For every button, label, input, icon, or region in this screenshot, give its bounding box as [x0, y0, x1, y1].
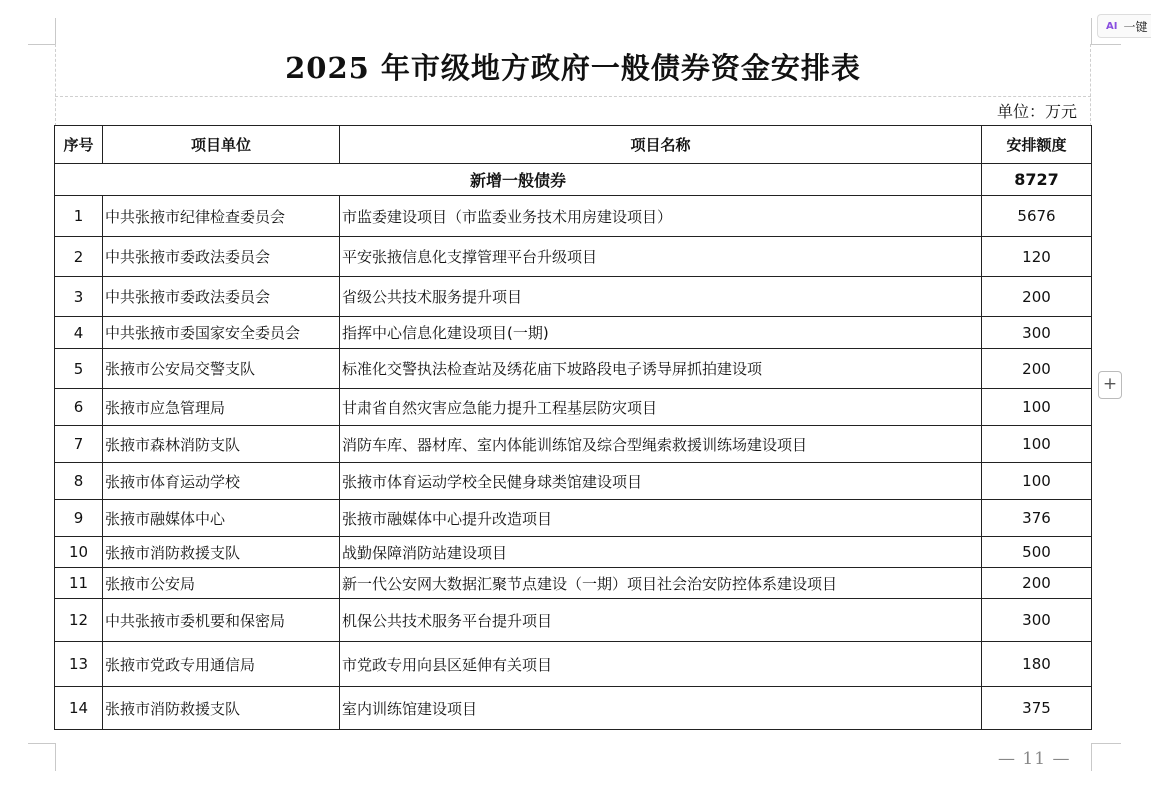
- row-unit: 中共张掖市委政法委员会: [103, 277, 340, 317]
- ai-one-click-button[interactable]: [1097, 14, 1151, 38]
- row-unit: 张掖市消防救援支队: [103, 687, 340, 730]
- row-amount: 200: [982, 349, 1092, 389]
- row-project: 消防车库、器材库、室内体能训练馆及综合型绳索救援训练场建设项目: [340, 426, 982, 463]
- row-unit: 中共张掖市纪律检查委员会: [103, 196, 340, 237]
- crop-mark: [28, 743, 55, 744]
- table-row: [55, 463, 1092, 500]
- row-number: 1: [55, 196, 103, 237]
- row-project: 指挥中心信息化建设项目(一期): [340, 317, 982, 349]
- table-row: [55, 599, 1092, 642]
- row-unit: 中共张掖市委政法委员会: [103, 237, 340, 277]
- row-number: 8: [55, 463, 103, 500]
- row-unit: 张掖市公安局: [103, 568, 340, 599]
- row-project: 标准化交警执法检查站及绣花庙下坡路段电子诱导屏抓拍建设项: [340, 349, 982, 389]
- table-row: [55, 389, 1092, 426]
- row-amount: 200: [982, 277, 1092, 317]
- row-unit: 张掖市应急管理局: [103, 389, 340, 426]
- table-row: [55, 196, 1092, 237]
- table-header-row: [55, 126, 1092, 164]
- row-amount: 300: [982, 317, 1092, 349]
- row-amount: 300: [982, 599, 1092, 642]
- row-number: 3: [55, 277, 103, 317]
- crop-mark: [55, 743, 56, 771]
- row-project: 省级公共技术服务提升项目: [340, 277, 982, 317]
- row-number: 10: [55, 537, 103, 568]
- page-margin-guide: [55, 96, 1091, 97]
- row-amount: 5676: [982, 196, 1092, 237]
- table-row: [55, 500, 1092, 537]
- row-unit: 张掖市森林消防支队: [103, 426, 340, 463]
- row-number: 2: [55, 237, 103, 277]
- row-amount: 100: [982, 463, 1092, 500]
- table-row: [55, 687, 1092, 730]
- row-amount: 120: [982, 237, 1092, 277]
- row-project: 市监委建设项目（市监委业务技术用房建设项目）: [340, 196, 982, 237]
- crop-mark: [1091, 743, 1121, 744]
- column-header-project: 项目名称: [340, 126, 982, 164]
- row-number: 14: [55, 687, 103, 730]
- row-number: 5: [55, 349, 103, 389]
- add-button[interactable]: +: [1098, 371, 1122, 399]
- page-number: — 11 —: [998, 749, 1071, 769]
- ai-badge-icon: AI: [1106, 20, 1118, 32]
- row-unit: 中共张掖市委机要和保密局: [103, 599, 340, 642]
- row-project: 战勤保障消防站建设项目: [340, 537, 982, 568]
- budget-table: [54, 125, 1092, 730]
- column-header-unit: 项目单位: [103, 126, 340, 164]
- row-project: 张掖市体育运动学校全民健身球类馆建设项目: [340, 463, 982, 500]
- row-amount: 200: [982, 568, 1092, 599]
- section-total: 8727: [982, 164, 1092, 196]
- row-number: 13: [55, 642, 103, 687]
- crop-mark: [1091, 18, 1092, 44]
- document-title: 2025 年市级地方政府一般债券资金安排表: [285, 51, 861, 85]
- row-amount: 100: [982, 389, 1092, 426]
- row-unit: 张掖市消防救援支队: [103, 537, 340, 568]
- table-row: [55, 426, 1092, 463]
- row-unit: 张掖市体育运动学校: [103, 463, 340, 500]
- row-amount: 180: [982, 642, 1092, 687]
- row-number: 6: [55, 389, 103, 426]
- table-row: [55, 642, 1092, 687]
- section-label: 新增一般债券: [55, 164, 982, 196]
- crop-mark: [28, 44, 55, 45]
- unit-label: 单位：万元: [996, 102, 1077, 121]
- row-amount: 500: [982, 537, 1092, 568]
- ai-button-label: 一键: [1123, 19, 1148, 34]
- crop-mark: [1091, 44, 1121, 45]
- row-project: 市党政专用向县区延伸有关项目: [340, 642, 982, 687]
- row-project: 平安张掖信息化支撑管理平台升级项目: [340, 237, 982, 277]
- row-number: 4: [55, 317, 103, 349]
- row-amount: 100: [982, 426, 1092, 463]
- row-unit: 张掖市融媒体中心: [103, 500, 340, 537]
- crop-mark: [1091, 743, 1092, 771]
- row-project: 机保公共技术服务平台提升项目: [340, 599, 982, 642]
- table-row: [55, 349, 1092, 389]
- row-number: 12: [55, 599, 103, 642]
- table-row: [55, 237, 1092, 277]
- table-row: [55, 317, 1092, 349]
- section-row: [55, 164, 1092, 196]
- column-header-no: 序号: [55, 126, 103, 164]
- row-number: 7: [55, 426, 103, 463]
- row-unit: 张掖市公安局交警支队: [103, 349, 340, 389]
- table-row: [55, 277, 1092, 317]
- table-row: [55, 537, 1092, 568]
- column-header-amount: 安排额度: [982, 126, 1092, 164]
- row-project: 室内训练馆建设项目: [340, 687, 982, 730]
- row-project: 甘肃省自然灾害应急能力提升工程基层防灾项目: [340, 389, 982, 426]
- row-unit: 张掖市党政专用通信局: [103, 642, 340, 687]
- crop-mark: [55, 18, 56, 44]
- row-number: 11: [55, 568, 103, 599]
- row-number: 9: [55, 500, 103, 537]
- row-amount: 375: [982, 687, 1092, 730]
- row-amount: 376: [982, 500, 1092, 537]
- row-unit: 中共张掖市委国家安全委员会: [103, 317, 340, 349]
- row-project: 新一代公安网大数据汇聚节点建设（一期）项目社会治安防控体系建设项目: [340, 568, 982, 599]
- table-row: [55, 568, 1092, 599]
- row-project: 张掖市融媒体中心提升改造项目: [340, 500, 982, 537]
